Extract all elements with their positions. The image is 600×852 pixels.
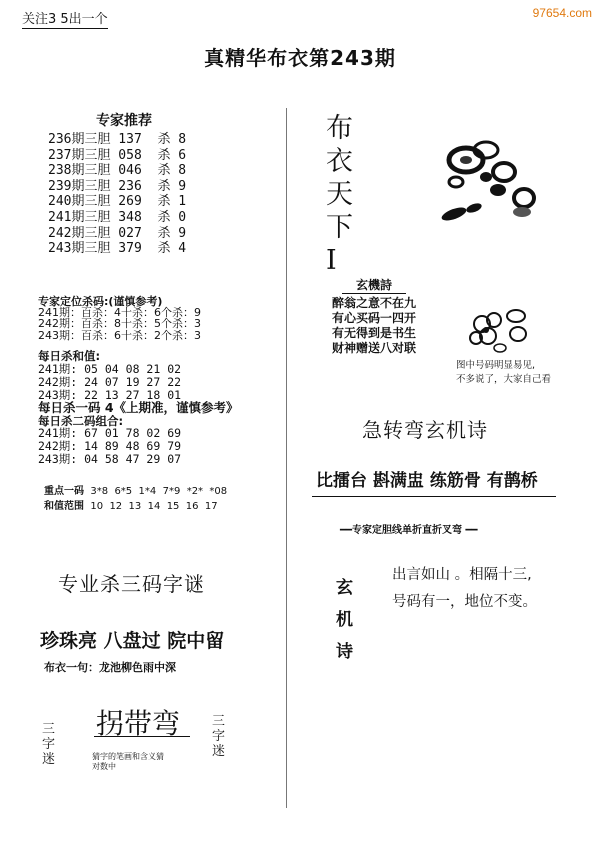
xuanji-line: 有心买码一四开: [332, 311, 417, 325]
recommend-row: 242期三胆 027 杀 9: [48, 225, 187, 241]
page-title: 真精华布衣第243期: [204, 46, 396, 70]
focus-label: 重点一码: [44, 486, 84, 497]
site-watermark: 97654.com: [532, 6, 592, 20]
xuanjishi-char: 玄: [336, 578, 353, 598]
xuanji-line: 财神赠送八对联: [332, 341, 417, 355]
buyi-char: 衣: [326, 146, 353, 177]
focus-values: 3*8 6*5 1*4 7*9 *2* *08: [90, 486, 228, 497]
jizhuan-title: 急转弯玄机诗: [362, 418, 488, 442]
recommend-row: 241期三胆 348 杀 0: [48, 209, 187, 225]
poem2: [392, 562, 537, 616]
recommend-row: 236期三胆 137 杀 8: [48, 132, 187, 147]
sum-range-label: 和值范围: [44, 501, 84, 512]
daily-two-row: 243期: 04 58 47 29 07: [38, 452, 182, 467]
xuanjishi-char: 机: [336, 610, 353, 630]
position-kill-title: 专家定位杀码:(谨慎参考): [38, 295, 163, 308]
xuanjishi-char: 诗: [336, 642, 353, 662]
riddle-caption-line: 猜字的笔画和含义猜: [92, 752, 164, 761]
position-kill-block: [38, 296, 201, 341]
poem2-line: 号码有一，地位不变。: [392, 594, 537, 610]
buyi-char: 布: [326, 113, 353, 144]
zhuanye-title: 专业杀三码字谜: [58, 572, 205, 596]
focus-row: [44, 484, 227, 499]
buyi-sentence: 布衣一句：龙池柳色雨中深: [44, 661, 176, 674]
riddle-caption: [92, 752, 164, 772]
position-kill-row: 241期：百杀：4十杀：6个杀：9: [38, 306, 201, 320]
sum-range-row: [44, 499, 227, 514]
recommend-row: 240期三胆 269 杀 1: [48, 194, 187, 210]
poem2-line: 出言如山 。相隔十三,: [392, 567, 532, 583]
buyi-char: 下: [326, 212, 353, 243]
sum-range-values: 10 12 13 14 15 16 17: [90, 501, 218, 512]
daily-sum-row: 241期: 05 04 08 21 02: [38, 361, 182, 376]
buyi-vertical-title: [326, 112, 352, 277]
recommend-row: 238期三胆 046 杀 8: [48, 163, 187, 179]
daily-sum-row: 242期: 24 07 19 27 22: [38, 374, 182, 389]
bilei-underline: [312, 496, 556, 497]
daily-two-title: 每日杀二码组合:: [38, 413, 124, 428]
xuanji-title: 玄機詩: [342, 276, 406, 294]
column-divider: [286, 108, 287, 808]
caption-line: 图中号码明显易见,: [456, 360, 536, 371]
ink-blobs-image: [436, 122, 556, 232]
bilei-riddle: 比擂台 斟满盅 练筋骨 有鹊桥: [316, 471, 538, 491]
buyi-char: I: [326, 245, 337, 276]
flower-rings-image: [460, 298, 550, 358]
xuanji-line: 有无得到是书生: [332, 326, 417, 340]
follow-note: 关注3 5出一个: [22, 8, 108, 27]
riddle-text: 拐带弯: [96, 707, 181, 740]
focus-block: [44, 484, 227, 514]
recommend-list: [48, 132, 186, 257]
xuanji-line: 醉翁之意不在九: [332, 296, 417, 310]
daily-two-row: 242期: 14 89 48 69 79: [38, 439, 182, 454]
daily-two-row: 241期: 67 01 78 02 69: [38, 426, 182, 441]
sanzi-right: 三字迷: [212, 714, 226, 759]
riddle-caption-line: 对数中: [92, 762, 116, 771]
caption-line: 不多说了，大家自己看: [456, 374, 552, 385]
daily-block: [38, 350, 239, 466]
recommend-row: 237期三胆 058 杀 6: [48, 147, 187, 163]
zhenzhu-riddle: 珍珠亮 八盘过 院中留: [40, 630, 225, 652]
xuanjishi-vertical: [336, 572, 356, 668]
recommend-title: 专家推荐: [96, 113, 152, 129]
image-caption: [456, 359, 551, 387]
sanzi-left: 三字迷: [42, 722, 56, 767]
position-kill-row: 243期：百杀：6十杀：2个杀：3: [38, 328, 201, 342]
recommend-row: 243期三胆 379 杀 4: [48, 241, 187, 257]
recommend-row: 239期三胆 236 杀 9: [48, 178, 187, 194]
daily-sum-title: 每日杀和值:: [38, 349, 101, 363]
riddle-underline: [94, 736, 190, 737]
daily-sum-row: 243期: 22 13 27 18 01: [38, 387, 182, 402]
position-kill-row: 242期：百杀：8十杀：5个杀：3: [38, 317, 201, 331]
buyi-char: 天: [326, 179, 353, 210]
daily-one-title: 每日杀一码 4《上期准，谨慎参考》: [38, 399, 239, 415]
expert-line: ━━专家定胆线单折直折叉弯 ━━: [340, 525, 478, 536]
xuanji-poem: [332, 296, 416, 356]
